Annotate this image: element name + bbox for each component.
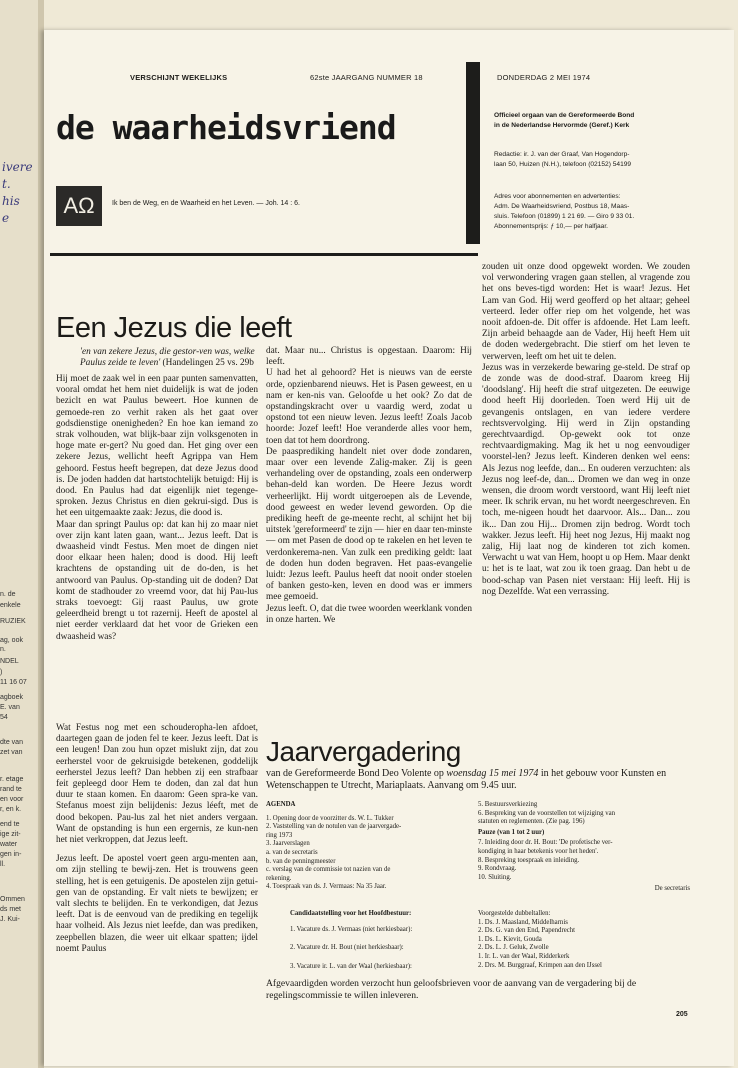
handwriting-fragment: ivere	[2, 160, 33, 174]
spine-text-fragment: 54	[0, 714, 8, 721]
meeting-intro: van de Gereformeerde Bond Deo Volente op woensdag 15 mei 1974 in het gebouw voor Kunsten en Wetenschappen te Utrecht, Mariaplaats. Aanvang om 9.45 uur.	[266, 768, 667, 791]
spine-text-fragment: )	[0, 669, 3, 676]
page-number: 205	[676, 1011, 688, 1018]
spine-text-fragment: r. etage	[0, 776, 24, 783]
spine-text-fragment: ige zit-	[0, 831, 21, 838]
masthead-title: de waarheidsvriend	[56, 108, 396, 147]
spine-text-fragment: dte van	[0, 739, 23, 746]
spine-text-fragment: J. Kui-	[0, 916, 20, 923]
motto: Ik ben de Weg, en de Waarheid en het Leven. — Joh. 14 : 6.	[112, 200, 300, 207]
article-column-1b: Wat Festus nog met een schouderopha-len afdoet, daartegen gaan de joden fel te keer. Jezus leeft. Dat is een leugen! Dan zou hun opzet mislukt zijn, dat zou eerherstel voor de gekruisigde betekenen, goddelijk eerherstel Jezus leeft? Dan hebben zij een strafbaar feit gepleegd door Hem te doden, dan zal dat hun duur te staan komen. En daarom: Geen spra-ke van. Stefanus moest zijn belijdenis: Jezus léeft, met de dood bekopen. Pau-lus zal het niet anders vergaan. Want de opstanding is hun een ergernis, ze kun-nen het niet verkroppen, dat Jezus leeft. Jezus leeft. De apostel voert geen argu-menten aan, om zijn stelling te bewij-zen. Het is trouwens geen stelling, het is een getuigenis. De apostelen zijn getui-gen van de opstanding. Er valt niets te bewijzen; er valt slechts te belijden. En te verkondigen, dat Jezus leeft. Dat is de eenvoud van de prediking en tegelijk haar volheid. Als Jezus niet leefde, dan was prediken, zeepbellen blazen, die weer uit elkaar spatten; ijdel noemt Paulus	[56, 723, 258, 954]
alpha-omega-logo: ΑΩ	[56, 186, 102, 226]
quote-reference: (Handelingen 25 vs. 29b	[162, 358, 254, 368]
spine-text-fragment: enkele	[0, 602, 21, 609]
spine-text-fragment: NDEL	[0, 658, 19, 665]
article-title: Een Jezus die leeft	[56, 312, 292, 344]
agenda-left: AGENDA 1. Opening door de voorzitter ds. W. L. Tukker 2. Vaststelling van de notulen van de jaarvergade- ring 1973 3. Jaarverslagen a. van de secretaris b. van de penningmeester c. verslag van de commissie tot nazien van de rekening. 4. Toespraak van ds. J. Vermaas: Na 35 Jaar.	[266, 801, 402, 891]
handwriting-fragment: t.	[2, 177, 11, 191]
article-column-1a: Hij moet de zaak wel in een paar punten samenvatten, vooral omdat het hem niet duidelijk is wat de joden beziclt en wat Paulus beweert. Hoe kunnen de gemoede-ren zo verhit raken als het gaat over godsdienstige onenigheden? En hoe kan iemand zo strak volhouden, wat blijk-baar zijn volksgenoten in hoge mate er-gert? Nu goed dan. Het ging over een zekere Jezus, wellicht heeft Agrippa van Hem gehoord. Festus heeft begrepen, dat deze Jezus dood is. De joden hadden dat hartstochtelijk betuigd: Hij is dood. En Paulus had dat eigenlijk niet tegenge-sproken. Jezus Christus en dien gekrui-sigd. Dus is het een uitgemaakte zaak: Jezus, die dood is. Maar dan springt Paulus op: dat kan hij zo maar niet over zijn kant laten gaan, want... Jezus leeft. Dat is dwaasheid vindt Festus. Men moet de dingen niet door elkaar heen halen; dood is dood. Hij leeft krachtens de opstanding uit de do-den, is het antwoord van Paulus. Op-standing uit de doden? Dat komt de stadhouder zo vreemd voor, dat hij Pau-lus straks toevoegt: Gij raast Paulus, uw grote geleerdheid brengt u tot razernij. Heeft de apostel al niet eerder verklaard dat het voor de Grieken een dwaasheid was?	[56, 374, 258, 642]
issue-label: 62ste JAARGANG NUMMER 18	[310, 73, 423, 82]
spine-text-fragment: zet van	[0, 749, 23, 756]
meeting-title: Jaarvergadering	[266, 736, 461, 767]
scripture-quote: 'en van zekere Jezus, die gestor-ven was, welke Paulus zeide te leven' (Handelingen 25 vs. 29b	[80, 347, 255, 368]
spine-text-fragment: n.	[0, 646, 6, 653]
spine-text-fragment: 11 16 07	[0, 679, 27, 686]
spine-text-fragment: end te	[0, 821, 20, 828]
spine-text-fragment: RUZIEK	[0, 618, 26, 625]
handwriting-fragment: e	[2, 211, 10, 225]
spine-text-fragment: en voor	[0, 796, 24, 803]
spine-text-fragment: rand te	[0, 786, 22, 793]
handwriting-fragment: his	[2, 194, 20, 208]
official-organ: Officieel orgaan van de Gereformeerde Bond in de Nederlandse Hervormde (Geref.) Kerk	[494, 112, 635, 129]
proposed-pairs: Voorgestelde dubbeltallen: 1. Ds. J. Maasland, Middelharnis 2. Ds. G. van den End, Papendrecht 1. Ds. L. Kievit, Gouda 2. Ds. L. J. Geluk, Zwolle 1. Ir. L. van der Waal, Ridderkerk 2. Drs. M. Burggraaf, Krimpen aan den IJssel	[478, 910, 602, 969]
spine-text-fragment: agboek	[0, 694, 23, 701]
redactie-info: Redactie: ir. J. van der Graaf, Van Hogendorp- laan 50, Huizen (N.H.), telefoon (02152) 54199	[494, 151, 632, 168]
article-column-3: zouden uit onze dood opgewekt worden. We zouden vol verwondering vragen gaan stellen, al vragende zou het ons beves-tigd worden: Het is waar! Jezus. Het Lam van God. Hij werd geofferd op het altaar; geheel verteerd. Ieder offer riep om het volgende, het was nooit afdoen-de. Dit offer is afdoende. Het Lam leeft. Zijn arbeid behaagde aan de Vader, Hij heeft Hem uit de doden wedergebracht. Die stierf om het leven te verwerven, leeft om het uit te delen. Jezus was in verzekerde bewaring ge-steld. De straf op de zonde was de dood-straf. Daarom kreeg Hij 'doodslang'. Hij heeft die straf uitgezeten. De eeuwige dood heeft Hij doorleden. Toen werd Hij uit de gevangenis ontslagen, en van iedere verdere rechtsvervolging. Hij werd in Zijn opstanding gerechtvaardigd. Op-gewekt ook tot onze rechtvaardigmaking. Mag ik het u nog eenvoudiger voorstel-len? Jezus leeft. Kinderen denken wel eens: Als Jezus nog leefde, dan... En ouderen verzuchten: als Jezus nog leef-de, dan... Dromen we dan weg in onze wensen, die droom wordt verstoord, want Hij leeft niet meer. Ik schrik ervan, nu het wordt neergeschreven. En toch, me-nigeen houdt het daarvoor. Als... Dan... zou ik... Dan zou Hij... Dromen zijn bedrog. Wordt toch wakker. Jezus leeft. Hij heet nog Jezus, Hij maakt nog zalig, Hij laat nog de kinderen tot zich komen. Verwacht u wat van Hem, hoopt u op Hem. Maar denkt u: het is te laat, wat zou ik toen graag. Dan hebt u de bood-schap van Pasen niet verstaan: Hij leeft. Hij is nog Dezelfde. Wat een verrassing.	[482, 262, 690, 597]
spine-text-fragment: n. de	[0, 591, 16, 598]
subscription-info: Adres voor abonnementen en advertenties: Adm. De Waarheidsvriend, Postbus 18, Maas- sluis. Telefoon (01899) 1 21 69. — Giro 9 33 01. Abonnementsprijs: ƒ 10,— per halfjaar.	[494, 193, 635, 230]
previous-page-fragments	[0, 0, 38, 1068]
date-label: DONDERDAG 2 MEI 1974	[497, 73, 591, 82]
spine-text-fragment: r, en k.	[0, 806, 22, 813]
masthead-rule	[50, 253, 478, 256]
spine-text-fragment: ll.	[0, 861, 6, 868]
spine-text-fragment: ds met	[0, 906, 22, 913]
article-column-2: dat. Maar nu... Christus is opgestaan. Daarom: Hij leeft. U had het al gehoord? Het is nieuws van de eerste orde, opzienbarend nieuws. Het is Pasen geweest, en u nam er ken-nis van. Geloofde u het ook? Zo dat de opstandingskracht over u vaardig werd, zodat u opstond tot een nieuw leven. Jezus leeft! Zoals Jacob hoorde: Jozef leeft! Hoe veranderde alles voor hem, toen dat tot hem doordrong. De paasprediking handelt niet over dode zondaren, maar over een levende Zalig-maker. Zij is geen verhandeling over de opstanding, zoals een onderwerp behan-deld kan worden. De Heere Jezus wordt verheerlijkt. Hij wordt uitgeroepen als de Levende, dood geweest en weder levend geworden. Op die prediking heeft de ge-meente recht, al schijnt het bij uitstek 'gereformeerd' te zijn — hier en daar ten-minste — om met Pasen de dood op te rakelen en het leven te verdonkerema-nen. Van zulk een prediking geldt: laat de doden hun doden begraven. Het paas-evangelie luidt: Jezus leeft. Paulus heeft dat nooit onder stoelen of banken gesto-ken, leven en dood was er immers mee gemoeid. Jezus leeft. O, dat die twee woorden weerklank vonden in onze harten. We	[266, 346, 472, 625]
spine-text-fragment: Ommen	[0, 896, 25, 903]
secretaris-signature: De secretaris	[654, 885, 690, 893]
agenda-right: 5. Bestuursverkiezing 6. Bespreking van de voorstellen tot wijziging van statuten en reglementen. (Zie pag. 196) Pauze (van 1 tot 2 uur) 7. Inleiding door dr. H. Bout: 'De profetische ver- kondiging in haar betekenis voor het heden'. 8. Bespreking toespraak en inleiding. 9. Rondvraag. 10. Sluiting. De secretaris	[478, 801, 690, 893]
spine-text-fragment: gen in-	[0, 851, 22, 858]
spine-text-fragment: water	[0, 841, 18, 848]
spine-text-fragment: E. van	[0, 704, 20, 711]
closing-note: Afgevaardigden worden verzocht hun geloofsbrieven voor de aanvang van de vergadering bij de regelingscommissie te willen inleveren.	[266, 978, 637, 1001]
spine-text-fragment: ag, ook	[0, 637, 23, 644]
masthead-divider	[466, 62, 480, 244]
frequency-label: VERSCHIJNT WEKELIJKS	[130, 73, 228, 82]
candidates: Candidaatstelling voor het Hoofdbestuur: 1. Vacature ds. J. Vermaas (niet herkiesbaar): 2. Vacature dr. H. Bout (niet herkiesbaar): 3. Vacature ir. L. van der Waal (herkiesbaar):	[290, 910, 413, 970]
